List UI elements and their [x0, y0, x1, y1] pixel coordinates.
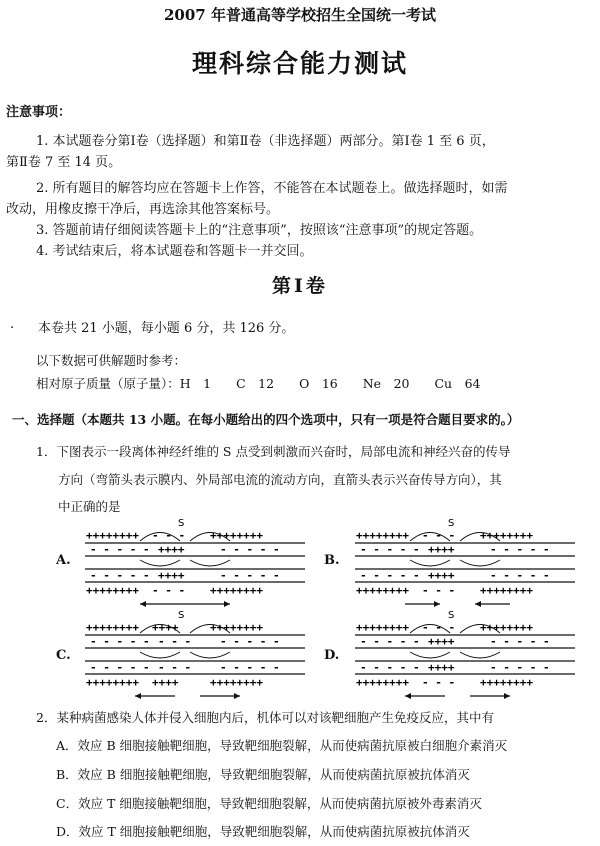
notice-line-6: 4. 考试结束后，将本试题卷和答题卡一并交回。 — [36, 244, 313, 259]
charge-top-outer-left: ++++++++ — [86, 529, 139, 542]
stimulus-point-label: S — [448, 518, 455, 529]
part-title: 第Ⅰ卷 — [272, 275, 328, 297]
reference-heading: 以下数据可供解题时参考： — [36, 353, 187, 368]
q2-option-a: A．效应 B 细胞接触靶细胞，导致靶细胞裂解，从而使病菌抗原被白细胞介素消灭 — [56, 738, 508, 753]
q2-option-c: C．效应 T 细胞接触靶细胞，导致靶细胞裂解，从而使病菌抗原被外毒素消灭 — [56, 796, 482, 811]
stimulus-point-label: S — [448, 610, 455, 621]
charge-bottom-outer-mid: - - - — [422, 676, 456, 689]
charge-top-outer-mid: - - - — [152, 529, 186, 542]
charge-bottom-inner-right: - - - - - — [220, 569, 280, 582]
charge-bottom-inner-mid: ++++ — [158, 569, 185, 582]
charge-top-inner-mid: ++++ — [158, 543, 185, 556]
charge-top-outer-mid: - - - — [422, 529, 456, 542]
charge-top-inner-right: - - - - - — [220, 635, 280, 648]
charge-top-inner-left: - - - - - — [360, 635, 420, 648]
current-arc-inner-left — [410, 560, 450, 566]
q1-option-c-label: C. — [56, 648, 71, 663]
charge-bottom-inner-right: - - - - - — [490, 569, 550, 582]
charge-top-outer-left: ++++++++ — [86, 621, 139, 634]
q1-line-3: 中正确的是 — [58, 499, 121, 514]
charge-bottom-outer-right: ++++++++ — [210, 676, 263, 689]
charge-bottom-outer-left: ++++++++ — [86, 676, 139, 689]
section-heading: 一、选择题（本题共 13 小题。在每小题给出的四个选项中，只有一项是符合题目要求的。） — [12, 412, 520, 427]
charge-bottom-outer-right: ++++++++ — [480, 584, 533, 597]
q2-option-d: D．效应 T 细胞接触靶细胞，导致靶细胞裂解，从而使病菌抗原被抗体消灭 — [56, 824, 470, 839]
current-arc-inner-right — [190, 652, 230, 658]
part-intro: 本卷共 21 小题，每小题 6 分，共 126 分。 — [38, 321, 295, 336]
charge-top-inner-right: - - - - - — [220, 543, 280, 556]
charge-bottom-inner-mid: ++++ — [428, 569, 455, 582]
charge-bottom-inner-right: - - - - - — [220, 661, 280, 674]
charge-bottom-inner-left: - - - - - — [90, 569, 150, 582]
charge-top-outer-left: ++++++++ — [356, 529, 409, 542]
stimulus-point-label: S — [178, 610, 185, 621]
charge-top-outer-left: ++++++++ — [356, 621, 409, 634]
charge-bottom-inner-left: - - - - - — [90, 661, 150, 674]
q1-option-d-label: D. — [324, 648, 340, 663]
exam-title: 理科综合能力测试 — [191, 49, 408, 78]
part-bullet: . — [10, 317, 15, 332]
notice-line-3: 2. 所有题目的解答均应在答题卡上作答，不能答在本试题卷上。做选择题时，如需 — [36, 181, 508, 196]
current-arc-inner-right — [190, 560, 230, 566]
charge-bottom-inner-left: - - - - - — [360, 569, 420, 582]
charge-top-outer-mid: ++++ — [152, 621, 179, 634]
charge-top-inner-mid: ++++ — [428, 635, 455, 648]
q1-line-1: 1．下图表示一段离体神经纤维的 S 点受到刺激而兴奋时，局部电流和神经兴奋的传导 — [36, 444, 511, 459]
charge-top-inner-left: - - - - - — [90, 635, 150, 648]
charge-bottom-inner-right: - - - - - — [490, 661, 550, 674]
charge-bottom-outer-mid: - - - — [422, 584, 456, 597]
nerve-fiber-diagram-c — [80, 608, 310, 700]
charge-bottom-outer-left: ++++++++ — [356, 676, 409, 689]
charge-top-inner-mid: - - - — [158, 635, 192, 648]
current-arc-inner-right — [460, 652, 500, 658]
atomic-masses: 相对原子质量（原子量）：H 1 C 12 O 16 Ne 20 Cu 64 — [36, 376, 481, 391]
charge-bottom-outer-mid: - - - — [152, 584, 186, 597]
conduction-arrowheads — [434, 601, 481, 607]
current-arc-inner-left — [140, 652, 180, 658]
q2-stem: 2．某种病菌感染人体并侵入细胞内后，机体可以对该靶细胞产生免疫反应，其中有 — [36, 710, 494, 725]
q1-option-b-label: B. — [324, 553, 340, 568]
charge-bottom-outer-left: ++++++++ — [356, 584, 409, 597]
charge-top-inner-left: - - - - - — [360, 543, 420, 556]
charge-top-outer-right: ++++++++ — [480, 529, 533, 542]
charge-bottom-inner-mid: ++++ — [428, 661, 455, 674]
current-arc-inner-right — [460, 560, 500, 566]
charge-top-inner-right: - - - - - — [490, 543, 550, 556]
charge-bottom-outer-right: ++++++++ — [210, 584, 263, 597]
charge-bottom-outer-mid: ++++ — [152, 676, 179, 689]
charge-bottom-outer-left: ++++++++ — [86, 584, 139, 597]
charge-top-inner-left: - - - - - — [90, 543, 150, 556]
nerve-fiber-diagram-a — [80, 516, 310, 608]
q2-option-b: B．效应 B 细胞接触靶细胞，导致靶细胞裂解，从而使病菌抗原被抗体消灭 — [56, 767, 470, 782]
charge-bottom-inner-left: - - - - - — [360, 661, 420, 674]
notice-line-2: 第Ⅱ卷 7 至 14 页。 — [6, 155, 122, 170]
notice-line-5: 3. 答题前请仔细阅读答题卡上的“注意事项”，按照该“注意事项”的规定答题。 — [36, 223, 483, 238]
charge-top-inner-right: - - - - - — [490, 635, 550, 648]
notice-line-1: 1. 本试题卷分第Ⅰ卷（选择题）和第Ⅱ卷（非选择题）两部分。第Ⅰ卷 1 至 6 页， — [36, 134, 495, 149]
current-arc-inner-left — [140, 560, 180, 566]
charge-top-outer-right: ++++++++ — [210, 621, 263, 634]
charge-top-outer-mid: - - - — [422, 621, 456, 634]
exam-header: 2007 年普通高等学校招生全国统一考试 — [164, 6, 436, 24]
charge-top-outer-right: ++++++++ — [480, 621, 533, 634]
charge-top-inner-mid: ++++ — [428, 543, 455, 556]
current-arc-inner-left — [410, 652, 450, 658]
nerve-fiber-diagram-d — [350, 608, 580, 700]
q1-option-a-label: A. — [56, 553, 71, 568]
charge-top-outer-right: ++++++++ — [210, 529, 263, 542]
notice-heading: 注意事项： — [6, 105, 72, 120]
charge-bottom-inner-mid: - - - — [158, 661, 192, 674]
charge-bottom-outer-right: ++++++++ — [480, 676, 533, 689]
nerve-fiber-diagram-b — [350, 516, 580, 608]
notice-line-4: 改动，用橡皮擦干净后，再选涂其他答案标号。 — [6, 202, 280, 217]
stimulus-point-label: S — [178, 518, 185, 529]
q1-line-2: 方向（弯箭头表示膜内、外局部电流的流动方向，直箭头表示兴奋传导方向），其 — [58, 472, 502, 487]
